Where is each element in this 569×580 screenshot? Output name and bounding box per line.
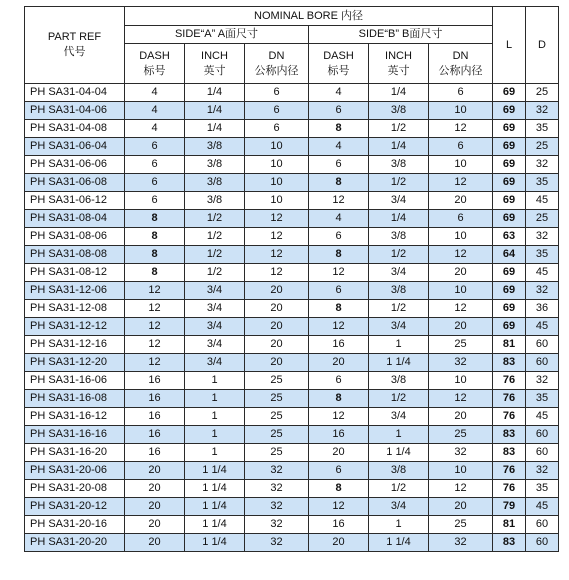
fitting-spec-table (24, 6, 559, 552)
side-b-dn-cell: 12 (429, 174, 493, 192)
side-b-inch-cell: 1 (369, 426, 429, 444)
side-a-dn-cell: 25 (245, 444, 309, 462)
side-a-dash-cell: 20 (125, 498, 185, 516)
diameter-d-cell: 60 (526, 444, 559, 462)
inch-label-cn: 英寸 (387, 64, 410, 77)
side-b-inch-cell: 3/4 (369, 408, 429, 426)
table-row (25, 300, 559, 318)
part-ref-cell: PH SA31-12-16 (25, 336, 125, 354)
side-b-inch-cell: 1/4 (369, 84, 429, 102)
part-ref-cell: PH SA31-06-12 (25, 192, 125, 210)
part-ref-cell: PH SA31-06-06 (25, 156, 125, 174)
side-a-dn-cell: 20 (245, 354, 309, 372)
side-a-inch-cell: 1 (185, 426, 245, 444)
side-a-inch-cell: 3/4 (185, 336, 245, 354)
side-b-dn-cell: 10 (429, 282, 493, 300)
side-b-inch-cell: 3/8 (369, 156, 429, 174)
length-l-cell: 83 (493, 354, 526, 372)
side-b-dn-cell: 10 (429, 372, 493, 390)
part-ref-cell: PH SA31-12-06 (25, 282, 125, 300)
table-row (25, 318, 559, 336)
side-a-dn-cell: 32 (245, 534, 309, 552)
side-b-dash-cell: 6 (309, 462, 369, 480)
side-b-dn-cell: 10 (429, 462, 493, 480)
length-l-cell: 69 (493, 210, 526, 228)
part-ref-cell: PH SA31-20-12 (25, 498, 125, 516)
side-a-dash-cell: 20 (125, 462, 185, 480)
side-b-dash-cell: 8 (309, 174, 369, 192)
table-row (25, 516, 559, 534)
side-a-inch-cell: 1/2 (185, 264, 245, 282)
side-b-dash-cell: 8 (309, 480, 369, 498)
dash-label: DASH (139, 49, 170, 62)
diameter-d-cell: 32 (526, 462, 559, 480)
side-b-inch-cell: 1 (369, 336, 429, 354)
side-b-inch-cell: 3/4 (369, 318, 429, 336)
table-row (25, 156, 559, 174)
side-b-inch-cell: 1/2 (369, 246, 429, 264)
side-a-dn-cell: 25 (245, 372, 309, 390)
part-ref-cell: PH SA31-08-06 (25, 228, 125, 246)
table-row (25, 336, 559, 354)
inch-label: INCH (385, 49, 412, 62)
side-b-inch-cell: 1 1/4 (369, 444, 429, 462)
side-a-dash-cell: 6 (125, 174, 185, 192)
side-b-dn-cell: 10 (429, 102, 493, 120)
side-a-dn-cell: 20 (245, 282, 309, 300)
diameter-d-cell: 60 (526, 516, 559, 534)
diameter-d-cell: 60 (526, 534, 559, 552)
b-dash-header (309, 44, 369, 84)
length-l-cell: 83 (493, 444, 526, 462)
table-row (25, 84, 559, 102)
side-a-inch-cell: 1 1/4 (185, 534, 245, 552)
part-ref-cell: PH SA31-20-06 (25, 462, 125, 480)
length-l-cell: 76 (493, 390, 526, 408)
l-header: L (493, 7, 526, 84)
side-b-inch-cell: 1/4 (369, 138, 429, 156)
part-ref-label: PART REF (47, 31, 102, 44)
side-a-inch-cell: 1/4 (185, 102, 245, 120)
diameter-d-cell: 60 (526, 426, 559, 444)
table-row (25, 462, 559, 480)
table-row (25, 390, 559, 408)
length-l-cell: 83 (493, 426, 526, 444)
side-b-inch-cell: 1/2 (369, 120, 429, 138)
length-l-cell: 69 (493, 300, 526, 318)
diameter-d-cell: 45 (526, 192, 559, 210)
side-b-dn-cell: 10 (429, 228, 493, 246)
side-b-dash-cell: 6 (309, 156, 369, 174)
side-b-dash-cell: 8 (309, 120, 369, 138)
a-dash-header (125, 44, 185, 84)
table-row (25, 138, 559, 156)
side-b-dash-cell: 16 (309, 336, 369, 354)
side-b-inch-cell: 3/4 (369, 498, 429, 516)
length-l-cell: 83 (493, 534, 526, 552)
side-a-dash-cell: 12 (125, 300, 185, 318)
side-a-dash-cell: 8 (125, 228, 185, 246)
diameter-d-cell: 32 (526, 282, 559, 300)
part-ref-header (25, 7, 125, 84)
length-l-cell: 63 (493, 228, 526, 246)
side-b-inch-cell: 3/4 (369, 264, 429, 282)
side-a-inch-cell: 1 1/4 (185, 498, 245, 516)
side-b-inch-cell: 1/2 (369, 174, 429, 192)
side-a-dash-cell: 4 (125, 102, 185, 120)
length-l-cell: 76 (493, 372, 526, 390)
side-a-dash-cell: 16 (125, 372, 185, 390)
side-a-inch-cell: 1/4 (185, 84, 245, 102)
side-b-dn-cell: 12 (429, 300, 493, 318)
side-b-dn-cell: 20 (429, 318, 493, 336)
side-b-dash-cell: 12 (309, 318, 369, 336)
diameter-d-cell: 32 (526, 102, 559, 120)
side-a-inch-cell: 3/8 (185, 174, 245, 192)
length-l-cell: 69 (493, 156, 526, 174)
side-a-inch-cell: 1/2 (185, 210, 245, 228)
side-a-inch-cell: 1/2 (185, 228, 245, 246)
side-b-inch-cell: 3/8 (369, 228, 429, 246)
diameter-d-cell: 60 (526, 354, 559, 372)
length-l-cell: 69 (493, 282, 526, 300)
part-ref-cell: PH SA31-16-06 (25, 372, 125, 390)
diameter-d-cell: 25 (526, 210, 559, 228)
length-l-cell: 69 (493, 264, 526, 282)
side-b-inch-cell: 3/8 (369, 372, 429, 390)
side-b-dn-cell: 32 (429, 444, 493, 462)
diameter-d-cell: 45 (526, 498, 559, 516)
part-ref-label-cn: 代号 (63, 46, 86, 58)
part-ref-cell: PH SA31-04-06 (25, 102, 125, 120)
inch-label: INCH (201, 49, 228, 62)
side-a-dn-cell: 12 (245, 246, 309, 264)
side-a-dn-cell: 6 (245, 84, 309, 102)
table-row (25, 246, 559, 264)
side-a-dash-cell: 4 (125, 120, 185, 138)
side-a-inch-cell: 1/2 (185, 246, 245, 264)
side-a-inch-cell: 3/4 (185, 318, 245, 336)
side-a-dn-cell: 32 (245, 480, 309, 498)
side-a-dn-cell: 12 (245, 264, 309, 282)
part-ref-cell: PH SA31-16-12 (25, 408, 125, 426)
side-b-inch-cell: 1 (369, 516, 429, 534)
side-a-dash-cell: 6 (125, 138, 185, 156)
side-b-dn-cell: 25 (429, 516, 493, 534)
side-a-dn-cell: 25 (245, 408, 309, 426)
part-ref-cell: PH SA31-04-04 (25, 84, 125, 102)
nominal-bore-header: NOMINAL BORE 内径 (125, 7, 493, 26)
part-ref-cell: PH SA31-08-08 (25, 246, 125, 264)
side-b-header: SIDE“B” B面尺寸 (309, 26, 493, 44)
length-l-cell: 69 (493, 138, 526, 156)
side-a-inch-cell: 1 1/4 (185, 462, 245, 480)
side-a-inch-cell: 1 (185, 390, 245, 408)
table-row (25, 210, 559, 228)
side-b-dn-cell: 25 (429, 426, 493, 444)
length-l-cell: 69 (493, 102, 526, 120)
side-b-inch-cell: 1/2 (369, 480, 429, 498)
side-a-dn-cell: 25 (245, 426, 309, 444)
length-l-cell: 69 (493, 318, 526, 336)
part-ref-cell: PH SA31-16-08 (25, 390, 125, 408)
side-a-dash-cell: 12 (125, 336, 185, 354)
table-row (25, 498, 559, 516)
part-ref-cell: PH SA31-08-04 (25, 210, 125, 228)
side-a-inch-cell: 3/4 (185, 300, 245, 318)
b-inch-header (369, 44, 429, 84)
side-a-dash-cell: 12 (125, 282, 185, 300)
side-a-inch-cell: 3/8 (185, 156, 245, 174)
side-a-inch-cell: 1/4 (185, 120, 245, 138)
part-ref-cell: PH SA31-04-08 (25, 120, 125, 138)
diameter-d-cell: 32 (526, 228, 559, 246)
length-l-cell: 81 (493, 336, 526, 354)
part-ref-cell: PH SA31-12-20 (25, 354, 125, 372)
side-a-dn-cell: 10 (245, 156, 309, 174)
side-b-dash-cell: 4 (309, 84, 369, 102)
side-a-dash-cell: 6 (125, 156, 185, 174)
side-b-dash-cell: 20 (309, 354, 369, 372)
side-a-inch-cell: 3/4 (185, 282, 245, 300)
diameter-d-cell: 25 (526, 138, 559, 156)
side-a-inch-cell: 1 1/4 (185, 516, 245, 534)
table-row (25, 534, 559, 552)
length-l-cell: 76 (493, 462, 526, 480)
side-b-dash-cell: 6 (309, 228, 369, 246)
table-row (25, 426, 559, 444)
length-l-cell: 76 (493, 408, 526, 426)
side-a-dn-cell: 10 (245, 174, 309, 192)
side-a-dash-cell: 16 (125, 408, 185, 426)
dn-label-cn: 公称内径 (254, 64, 299, 77)
side-a-inch-cell: 1 (185, 444, 245, 462)
part-ref-cell: PH SA31-06-08 (25, 174, 125, 192)
table-row (25, 228, 559, 246)
side-a-dash-cell: 20 (125, 534, 185, 552)
side-b-dash-cell: 8 (309, 246, 369, 264)
length-l-cell: 81 (493, 516, 526, 534)
side-a-inch-cell: 3/8 (185, 138, 245, 156)
length-l-cell: 76 (493, 480, 526, 498)
d-header: D (526, 7, 559, 84)
side-b-dn-cell: 10 (429, 156, 493, 174)
side-a-header: SIDE“A” A面尺寸 (125, 26, 309, 44)
diameter-d-cell: 35 (526, 246, 559, 264)
side-a-dash-cell: 6 (125, 192, 185, 210)
side-a-dn-cell: 10 (245, 192, 309, 210)
side-a-dash-cell: 16 (125, 390, 185, 408)
side-b-dash-cell: 4 (309, 138, 369, 156)
side-b-dash-cell: 12 (309, 264, 369, 282)
side-b-dn-cell: 20 (429, 264, 493, 282)
side-a-dash-cell: 4 (125, 84, 185, 102)
length-l-cell: 69 (493, 84, 526, 102)
length-l-cell: 69 (493, 174, 526, 192)
diameter-d-cell: 35 (526, 174, 559, 192)
side-a-dash-cell: 8 (125, 246, 185, 264)
side-a-dn-cell: 20 (245, 300, 309, 318)
side-a-inch-cell: 1 (185, 408, 245, 426)
side-a-dash-cell: 20 (125, 516, 185, 534)
part-ref-cell: PH SA31-16-20 (25, 444, 125, 462)
side-b-dn-cell: 20 (429, 498, 493, 516)
side-b-dash-cell: 8 (309, 300, 369, 318)
dn-label-cn: 公称内径 (438, 64, 483, 77)
side-b-dn-cell: 25 (429, 336, 493, 354)
side-b-inch-cell: 3/8 (369, 462, 429, 480)
side-b-inch-cell: 1 1/4 (369, 354, 429, 372)
side-b-dn-cell: 6 (429, 138, 493, 156)
side-a-dn-cell: 25 (245, 390, 309, 408)
side-a-inch-cell: 1 (185, 372, 245, 390)
table-row (25, 354, 559, 372)
side-a-dn-cell: 12 (245, 210, 309, 228)
side-b-dash-cell: 6 (309, 282, 369, 300)
part-ref-cell: PH SA31-20-16 (25, 516, 125, 534)
side-a-dash-cell: 16 (125, 426, 185, 444)
side-b-dn-cell: 32 (429, 354, 493, 372)
side-b-dash-cell: 4 (309, 210, 369, 228)
diameter-d-cell: 35 (526, 480, 559, 498)
side-a-inch-cell: 3/4 (185, 354, 245, 372)
diameter-d-cell: 32 (526, 156, 559, 174)
side-a-dash-cell: 16 (125, 444, 185, 462)
table-row (25, 102, 559, 120)
table-row (25, 282, 559, 300)
side-b-dn-cell: 20 (429, 408, 493, 426)
part-ref-cell: PH SA31-06-04 (25, 138, 125, 156)
side-b-inch-cell: 1/2 (369, 300, 429, 318)
part-ref-cell: PH SA31-12-08 (25, 300, 125, 318)
side-a-dash-cell: 12 (125, 354, 185, 372)
side-a-dash-cell: 12 (125, 318, 185, 336)
side-b-inch-cell: 1 1/4 (369, 534, 429, 552)
side-b-dash-cell: 6 (309, 372, 369, 390)
length-l-cell: 69 (493, 192, 526, 210)
table-row (25, 120, 559, 138)
side-a-inch-cell: 1 1/4 (185, 480, 245, 498)
side-a-dn-cell: 10 (245, 138, 309, 156)
side-b-dash-cell: 20 (309, 444, 369, 462)
part-ref-cell: PH SA31-20-20 (25, 534, 125, 552)
part-ref-cell: PH SA31-20-08 (25, 480, 125, 498)
part-ref-cell: PH SA31-16-16 (25, 426, 125, 444)
side-a-dn-cell: 6 (245, 102, 309, 120)
side-b-dn-cell: 12 (429, 120, 493, 138)
inch-label-cn: 英寸 (203, 64, 226, 77)
side-a-inch-cell: 3/8 (185, 192, 245, 210)
diameter-d-cell: 45 (526, 318, 559, 336)
side-a-dn-cell: 20 (245, 336, 309, 354)
diameter-d-cell: 35 (526, 390, 559, 408)
side-a-dn-cell: 12 (245, 228, 309, 246)
side-b-inch-cell: 3/4 (369, 192, 429, 210)
diameter-d-cell: 32 (526, 372, 559, 390)
side-b-inch-cell: 1/4 (369, 210, 429, 228)
length-l-cell: 79 (493, 498, 526, 516)
side-b-dash-cell: 12 (309, 408, 369, 426)
side-b-dash-cell: 16 (309, 516, 369, 534)
table-row (25, 480, 559, 498)
side-b-dn-cell: 32 (429, 534, 493, 552)
dash-label-cn: 标号 (143, 64, 166, 77)
length-l-cell: 69 (493, 120, 526, 138)
side-a-dash-cell: 8 (125, 264, 185, 282)
diameter-d-cell: 45 (526, 408, 559, 426)
side-b-inch-cell: 3/8 (369, 282, 429, 300)
side-b-dn-cell: 12 (429, 480, 493, 498)
length-l-cell: 64 (493, 246, 526, 264)
part-ref-cell: PH SA31-12-12 (25, 318, 125, 336)
dn-label: DN (452, 49, 469, 62)
part-ref-cell: PH SA31-08-12 (25, 264, 125, 282)
table-row (25, 264, 559, 282)
dash-label: DASH (323, 49, 354, 62)
side-a-dn-cell: 32 (245, 462, 309, 480)
side-b-dn-cell: 20 (429, 192, 493, 210)
side-b-dash-cell: 12 (309, 498, 369, 516)
side-a-dn-cell: 32 (245, 516, 309, 534)
side-a-dn-cell: 6 (245, 120, 309, 138)
side-a-dn-cell: 32 (245, 498, 309, 516)
side-b-dn-cell: 6 (429, 84, 493, 102)
table-body (25, 84, 559, 552)
diameter-d-cell: 36 (526, 300, 559, 318)
side-a-dash-cell: 20 (125, 480, 185, 498)
diameter-d-cell: 45 (526, 264, 559, 282)
table-row (25, 192, 559, 210)
table-row (25, 174, 559, 192)
side-a-dn-cell: 20 (245, 318, 309, 336)
diameter-d-cell: 60 (526, 336, 559, 354)
a-dn-header (245, 44, 309, 84)
side-b-dn-cell: 6 (429, 210, 493, 228)
diameter-d-cell: 25 (526, 84, 559, 102)
dash-label-cn: 标号 (327, 64, 350, 77)
a-inch-header (185, 44, 245, 84)
b-dn-header (429, 44, 493, 84)
table-row (25, 444, 559, 462)
side-b-dash-cell: 8 (309, 390, 369, 408)
side-b-inch-cell: 3/8 (369, 102, 429, 120)
side-b-dash-cell: 16 (309, 426, 369, 444)
side-b-inch-cell: 1/2 (369, 390, 429, 408)
side-a-dash-cell: 8 (125, 210, 185, 228)
diameter-d-cell: 35 (526, 120, 559, 138)
dn-label: DN (268, 49, 285, 62)
side-b-dash-cell: 12 (309, 192, 369, 210)
side-b-dn-cell: 12 (429, 246, 493, 264)
side-b-dash-cell: 6 (309, 102, 369, 120)
side-b-dn-cell: 12 (429, 390, 493, 408)
table-row (25, 372, 559, 390)
side-b-dash-cell: 20 (309, 534, 369, 552)
table-row (25, 408, 559, 426)
